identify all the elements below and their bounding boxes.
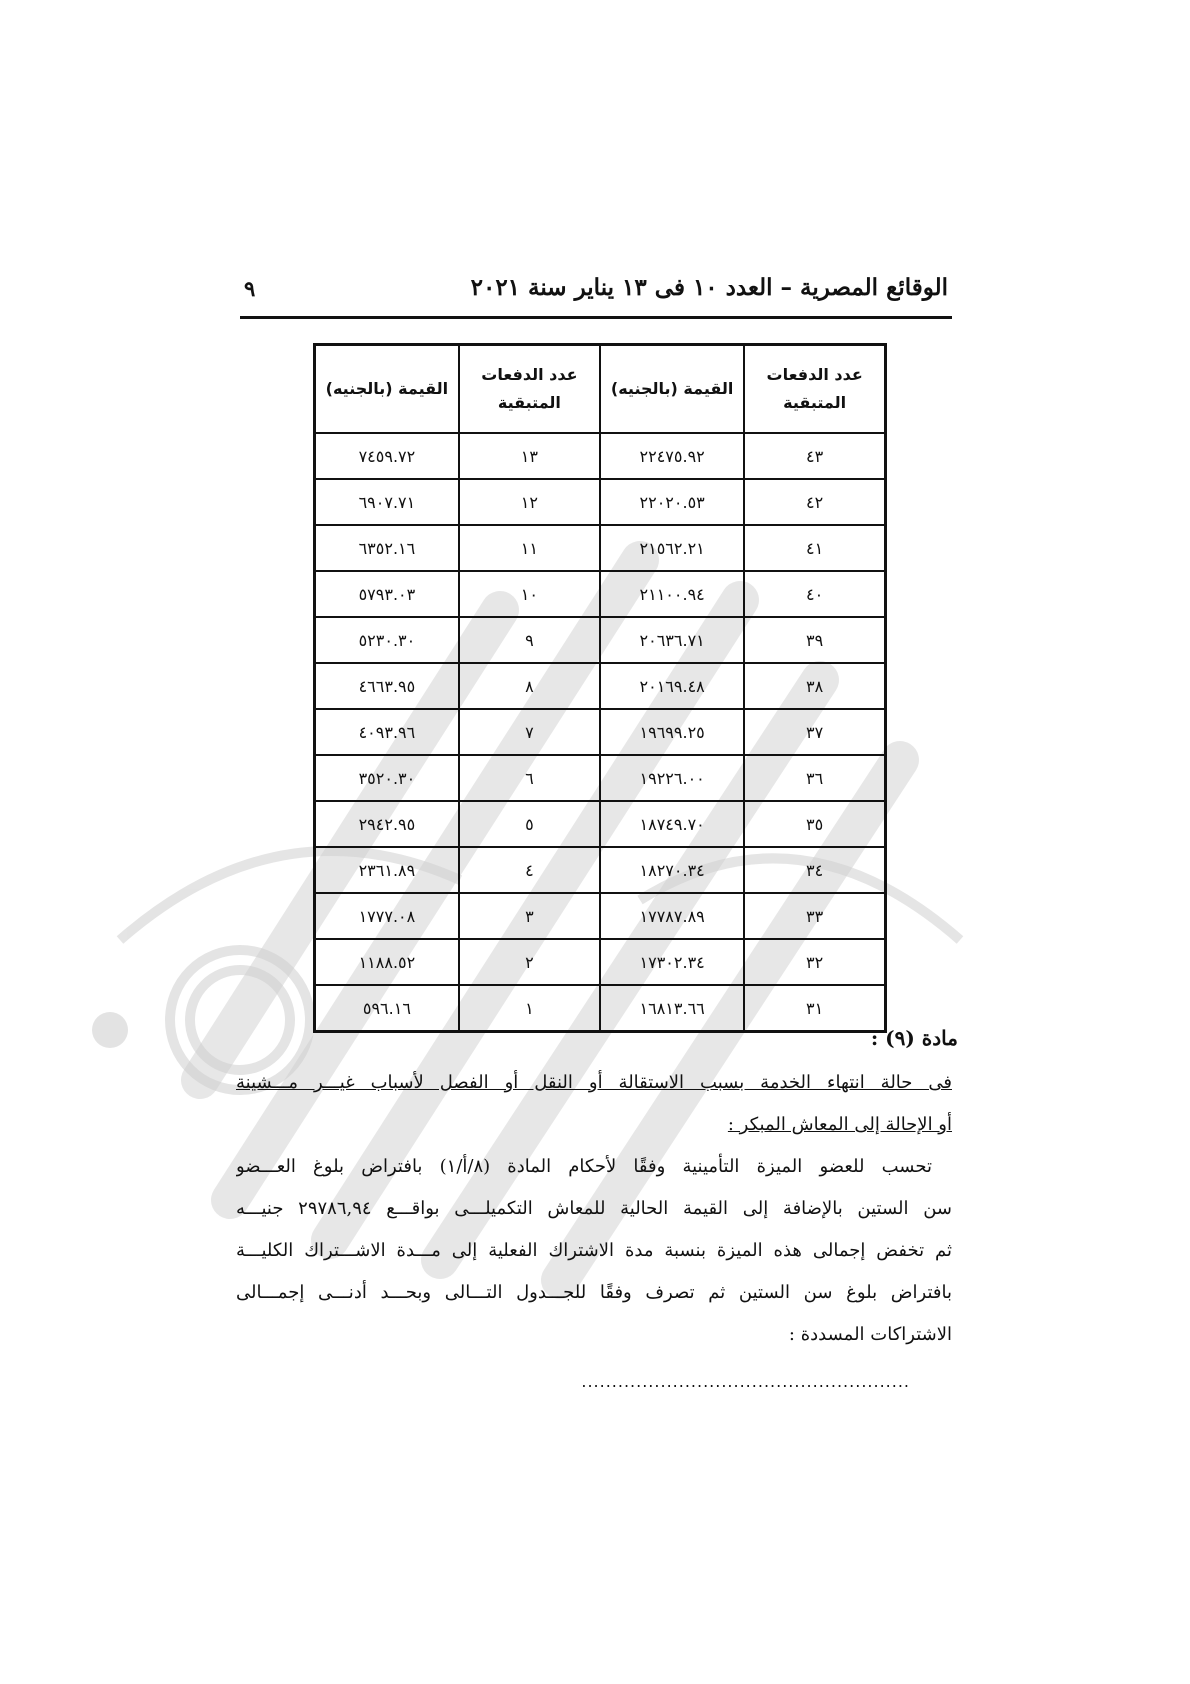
count-left-cell: ٥ xyxy=(459,801,600,847)
count-left-cell: ٢ xyxy=(459,939,600,985)
header-value-left: القيمة (بالجنيه) xyxy=(315,345,459,434)
value-left-cell: ٥٧٩٣.٠٣ xyxy=(315,571,459,617)
count-right-cell: ٣٨ xyxy=(744,663,885,709)
value-left-cell: ٥٩٦.١٦ xyxy=(315,985,459,1032)
count-right-cell: ٤٣ xyxy=(744,433,885,479)
count-right-cell: ٣٣ xyxy=(744,893,885,939)
article-title: مادة (٩) : xyxy=(870,1026,958,1050)
value-left-cell: ١٧٧٧.٠٨ xyxy=(315,893,459,939)
article-body-line1: تحسب للعضو الميزة التأمينية وفقًا لأحكام المادة (٨/أ/١) بافتراض بلوغ العـــضو xyxy=(236,1156,932,1177)
count-right-cell: ٣٤ xyxy=(744,847,885,893)
article-heading-line1: فى حالة انتهاء الخدمة بسبب الاستقالة أو النقل أو الفصل لأسباب غيـــر مـــشينة xyxy=(236,1072,952,1093)
article-heading-line2: أو الإحالة إلى المعاش المبكر : xyxy=(727,1114,952,1135)
table-row xyxy=(315,709,886,755)
count-left-cell: ١٠ xyxy=(459,571,600,617)
count-right-cell: ٣٦ xyxy=(744,755,885,801)
value-right-cell: ١٩٦٩٩.٢٥ xyxy=(600,709,744,755)
count-right-cell: ٣١ xyxy=(744,985,885,1032)
value-right-cell: ١٨٢٧٠.٣٤ xyxy=(600,847,744,893)
value-right-cell: ٢٠٦٣٦.٧١ xyxy=(600,617,744,663)
table-row xyxy=(315,847,886,893)
header-count-line1: عدد الدفعات xyxy=(481,365,578,384)
article-text xyxy=(236,1062,952,1356)
value-left-cell: ٥٢٣٠.٣٠ xyxy=(315,617,459,663)
count-left-cell: ٧ xyxy=(459,709,600,755)
header-count-line2: المتبقية xyxy=(783,393,847,412)
header-count-line2: المتبقية xyxy=(497,393,561,412)
count-left-cell: ٣ xyxy=(459,893,600,939)
count-right-cell: ٣٥ xyxy=(744,801,885,847)
gazette-title: الوقائع المصرية – العدد ١٠ فى ١٣ يناير سنة ٢٠٢١ xyxy=(470,274,948,301)
page-number: ٩ xyxy=(244,276,256,301)
table-row xyxy=(315,617,886,663)
table-header-row xyxy=(315,345,886,434)
value-left-cell: ٦٣٥٢.١٦ xyxy=(315,525,459,571)
article-body-line3: ثم تخفض إجمالى هذه الميزة بنسبة مدة الاشتراك الفعلية إلى مـــدة الاشـــتراك الكليـــة xyxy=(236,1240,952,1261)
header-count-right xyxy=(744,345,885,434)
value-left-cell: ١١٨٨.٥٢ xyxy=(315,939,459,985)
value-right-cell: ١٦٨١٣.٦٦ xyxy=(600,985,744,1032)
count-left-cell: ٦ xyxy=(459,755,600,801)
payments-table xyxy=(313,343,887,1033)
value-right-cell: ١٩٢٢٦.٠٠ xyxy=(600,755,744,801)
count-left-cell: ٨ xyxy=(459,663,600,709)
table-row xyxy=(315,663,886,709)
value-right-cell: ١٧٣٠٢.٣٤ xyxy=(600,939,744,985)
count-right-cell: ٤١ xyxy=(744,525,885,571)
header-count-left xyxy=(459,345,600,434)
value-right-cell: ١٧٧٨٧.٨٩ xyxy=(600,893,744,939)
continuation-dots: ...................................................... xyxy=(581,1372,910,1391)
table-row xyxy=(315,755,886,801)
table-row xyxy=(315,433,886,479)
table-row xyxy=(315,985,886,1032)
value-left-cell: ٢٩٤٢.٩٥ xyxy=(315,801,459,847)
table-row xyxy=(315,893,886,939)
count-right-cell: ٤٢ xyxy=(744,479,885,525)
header-count-line1: عدد الدفعات xyxy=(766,365,863,384)
count-right-cell: ٣٢ xyxy=(744,939,885,985)
count-right-cell: ٣٩ xyxy=(744,617,885,663)
value-left-cell: ٤٦٦٣.٩٥ xyxy=(315,663,459,709)
value-right-cell: ٢٢٠٢٠.٥٣ xyxy=(600,479,744,525)
table-row xyxy=(315,939,886,985)
article-body-line4: بافتراض بلوغ سن الستين ثم تصرف وفقًا للجـــدول التـــالى وبحـــد أدنـــى إجمـــالى xyxy=(236,1282,952,1303)
value-left-cell: ٣٥٢٠.٣٠ xyxy=(315,755,459,801)
table-row xyxy=(315,571,886,617)
value-right-cell: ٢١٥٦٢.٢١ xyxy=(600,525,744,571)
table-row xyxy=(315,801,886,847)
value-right-cell: ٢٠١٦٩.٤٨ xyxy=(600,663,744,709)
count-left-cell: ١٣ xyxy=(459,433,600,479)
value-left-cell: ٢٣٦١.٨٩ xyxy=(315,847,459,893)
header-value-right: القيمة (بالجنيه) xyxy=(600,345,744,434)
count-right-cell: ٣٧ xyxy=(744,709,885,755)
value-left-cell: ٧٤٥٩.٧٢ xyxy=(315,433,459,479)
value-right-cell: ٢١١٠٠.٩٤ xyxy=(600,571,744,617)
count-left-cell: ١ xyxy=(459,985,600,1032)
page-header xyxy=(240,270,952,319)
value-left-cell: ٤٠٩٣.٩٦ xyxy=(315,709,459,755)
article-body-line5: الاشتراكات المسددة : xyxy=(788,1324,952,1345)
article-body-line2: سن الستين بالإضافة إلى القيمة الحالية للمعاش التكميلـــى بواقـــع ٢٩٧٨٦,٩٤ جنيـــه xyxy=(236,1198,952,1219)
table-row xyxy=(315,479,886,525)
count-left-cell: ١١ xyxy=(459,525,600,571)
value-right-cell: ٢٢٤٧٥.٩٢ xyxy=(600,433,744,479)
table-row xyxy=(315,525,886,571)
value-right-cell: ١٨٧٤٩.٧٠ xyxy=(600,801,744,847)
count-right-cell: ٤٠ xyxy=(744,571,885,617)
count-left-cell: ٩ xyxy=(459,617,600,663)
count-left-cell: ١٢ xyxy=(459,479,600,525)
count-left-cell: ٤ xyxy=(459,847,600,893)
value-left-cell: ٦٩٠٧.٧١ xyxy=(315,479,459,525)
